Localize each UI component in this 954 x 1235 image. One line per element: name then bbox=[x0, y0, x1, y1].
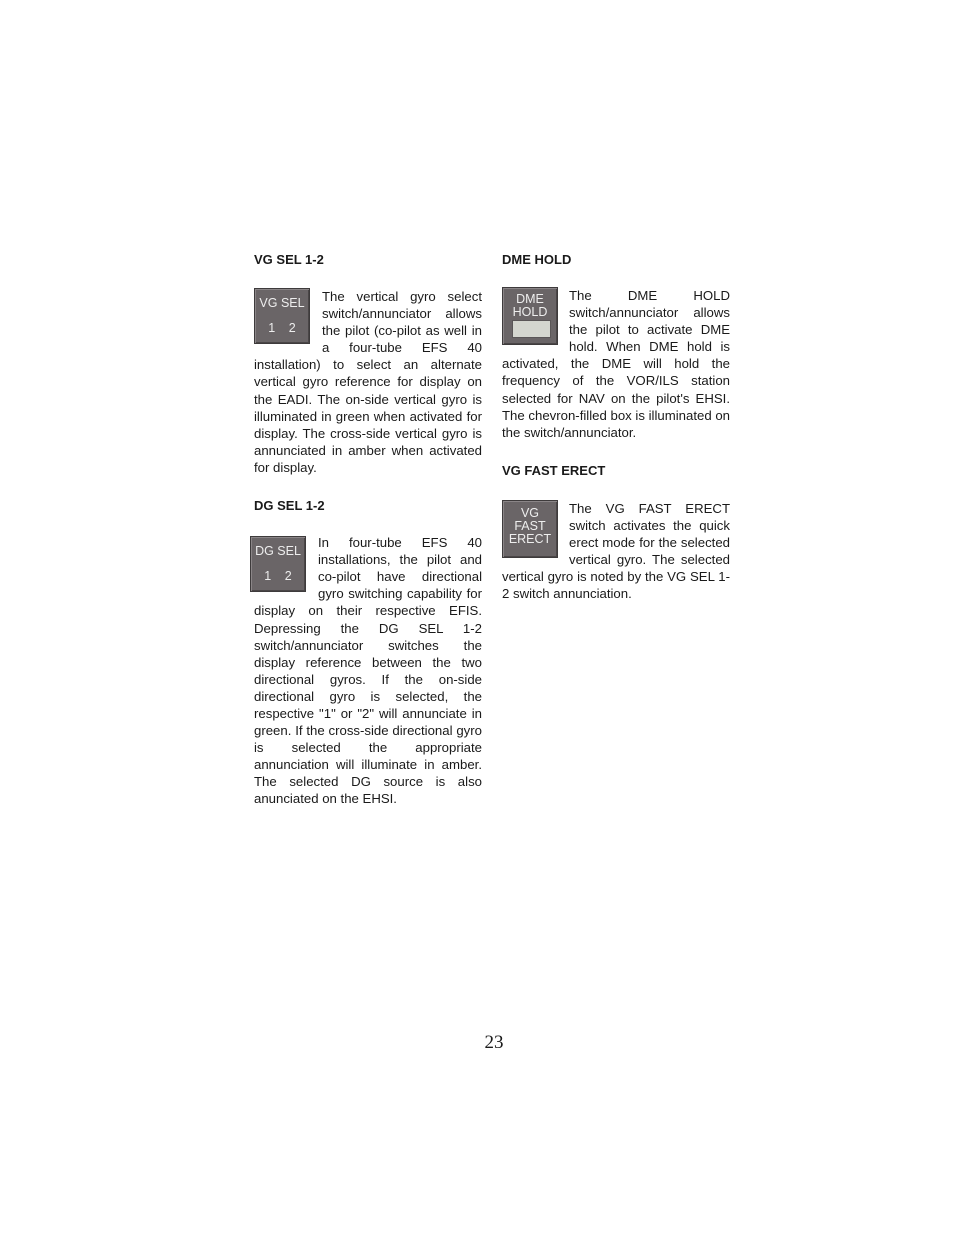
dme-hold-switch-line1: DME bbox=[516, 292, 544, 306]
dg-sel-text: In four-tube EFS 40 installations, the pilot and co-pilot have directional gyro switching capability for display on their respective EFIS. Depressing the DG SEL 1-2 switch/annunciator switches the display reference between the two directional gyros. If the on-side directional gyro is selected, the respective "1" or "2" will annunciate in green. If the cross-side directional gyro is selected the appropriate annunciation will illuminate in amber. The selected DG source is also anunciated on the EHSI. bbox=[254, 535, 482, 807]
vg-fast-erect-switch-line3: ERECT bbox=[508, 531, 552, 546]
chevron-box-icon bbox=[512, 320, 551, 338]
dme-hold-text: The DME HOLD switch/annunciator allows the pilot to activate DME hold. When DME hold is activated, the DME will hold the frequency of the VOR/ILS station selected for NAV on the pilot's EHSI. The chevron-filled box is illuminated on the switch/annunciator. bbox=[502, 288, 730, 440]
dg-sel-switch-label: DG SEL bbox=[255, 544, 301, 559]
right-column bbox=[502, 252, 730, 624]
vg-fast-erect-section bbox=[502, 463, 730, 603]
vg-sel-switch-numbers: 1 2 bbox=[268, 321, 296, 335]
dme-hold-switch-label bbox=[503, 288, 557, 319]
dg-sel-switch-icon bbox=[250, 536, 306, 592]
dme-hold-section bbox=[502, 252, 730, 441]
vg-fast-erect-heading: VG FAST ERECT bbox=[502, 462, 606, 478]
dg-sel-heading: DG SEL 1-2 bbox=[254, 498, 325, 514]
dme-hold-switch-line2: HOLD bbox=[512, 305, 548, 319]
dme-hold-switch-icon bbox=[502, 287, 558, 345]
vg-sel-section bbox=[254, 252, 482, 476]
page-number: 23 bbox=[484, 1032, 504, 1053]
vg-sel-text: The vertical gyro select switch/annunciator allows the pilot (co-pilot as well in a four-tube EFS 40 installation) to select an alternate vertical gyro reference for display on the EADI. The on-side vertical gyro is illuminated in green when activated for display. The cross-side vertical gyro is annunciated in amber when activated for display. bbox=[254, 289, 482, 475]
vg-fast-erect-switch-label bbox=[503, 501, 557, 546]
dg-sel-section bbox=[254, 498, 482, 808]
vg-fast-erect-switch-line2: FAST bbox=[514, 518, 546, 533]
vg-sel-switch-label: VG SEL bbox=[259, 296, 305, 310]
vg-sel-heading: VG SEL 1-2 bbox=[254, 252, 324, 267]
dg-sel-switch-numbers: 1 2 bbox=[264, 569, 292, 584]
left-column bbox=[254, 252, 482, 830]
vg-fast-erect-switch-icon bbox=[502, 500, 558, 558]
vg-fast-erect-switch-line1: VG bbox=[520, 505, 540, 520]
dme-hold-heading: DME HOLD bbox=[502, 252, 572, 267]
vg-fast-erect-text: The VG FAST ERECT switch activates the quick erect mode for the selected vertical gyro. The selected vertical gyro is noted by the VG SEL 1-2 switch annunciation. bbox=[502, 500, 730, 602]
vg-sel-switch-icon bbox=[254, 288, 310, 344]
